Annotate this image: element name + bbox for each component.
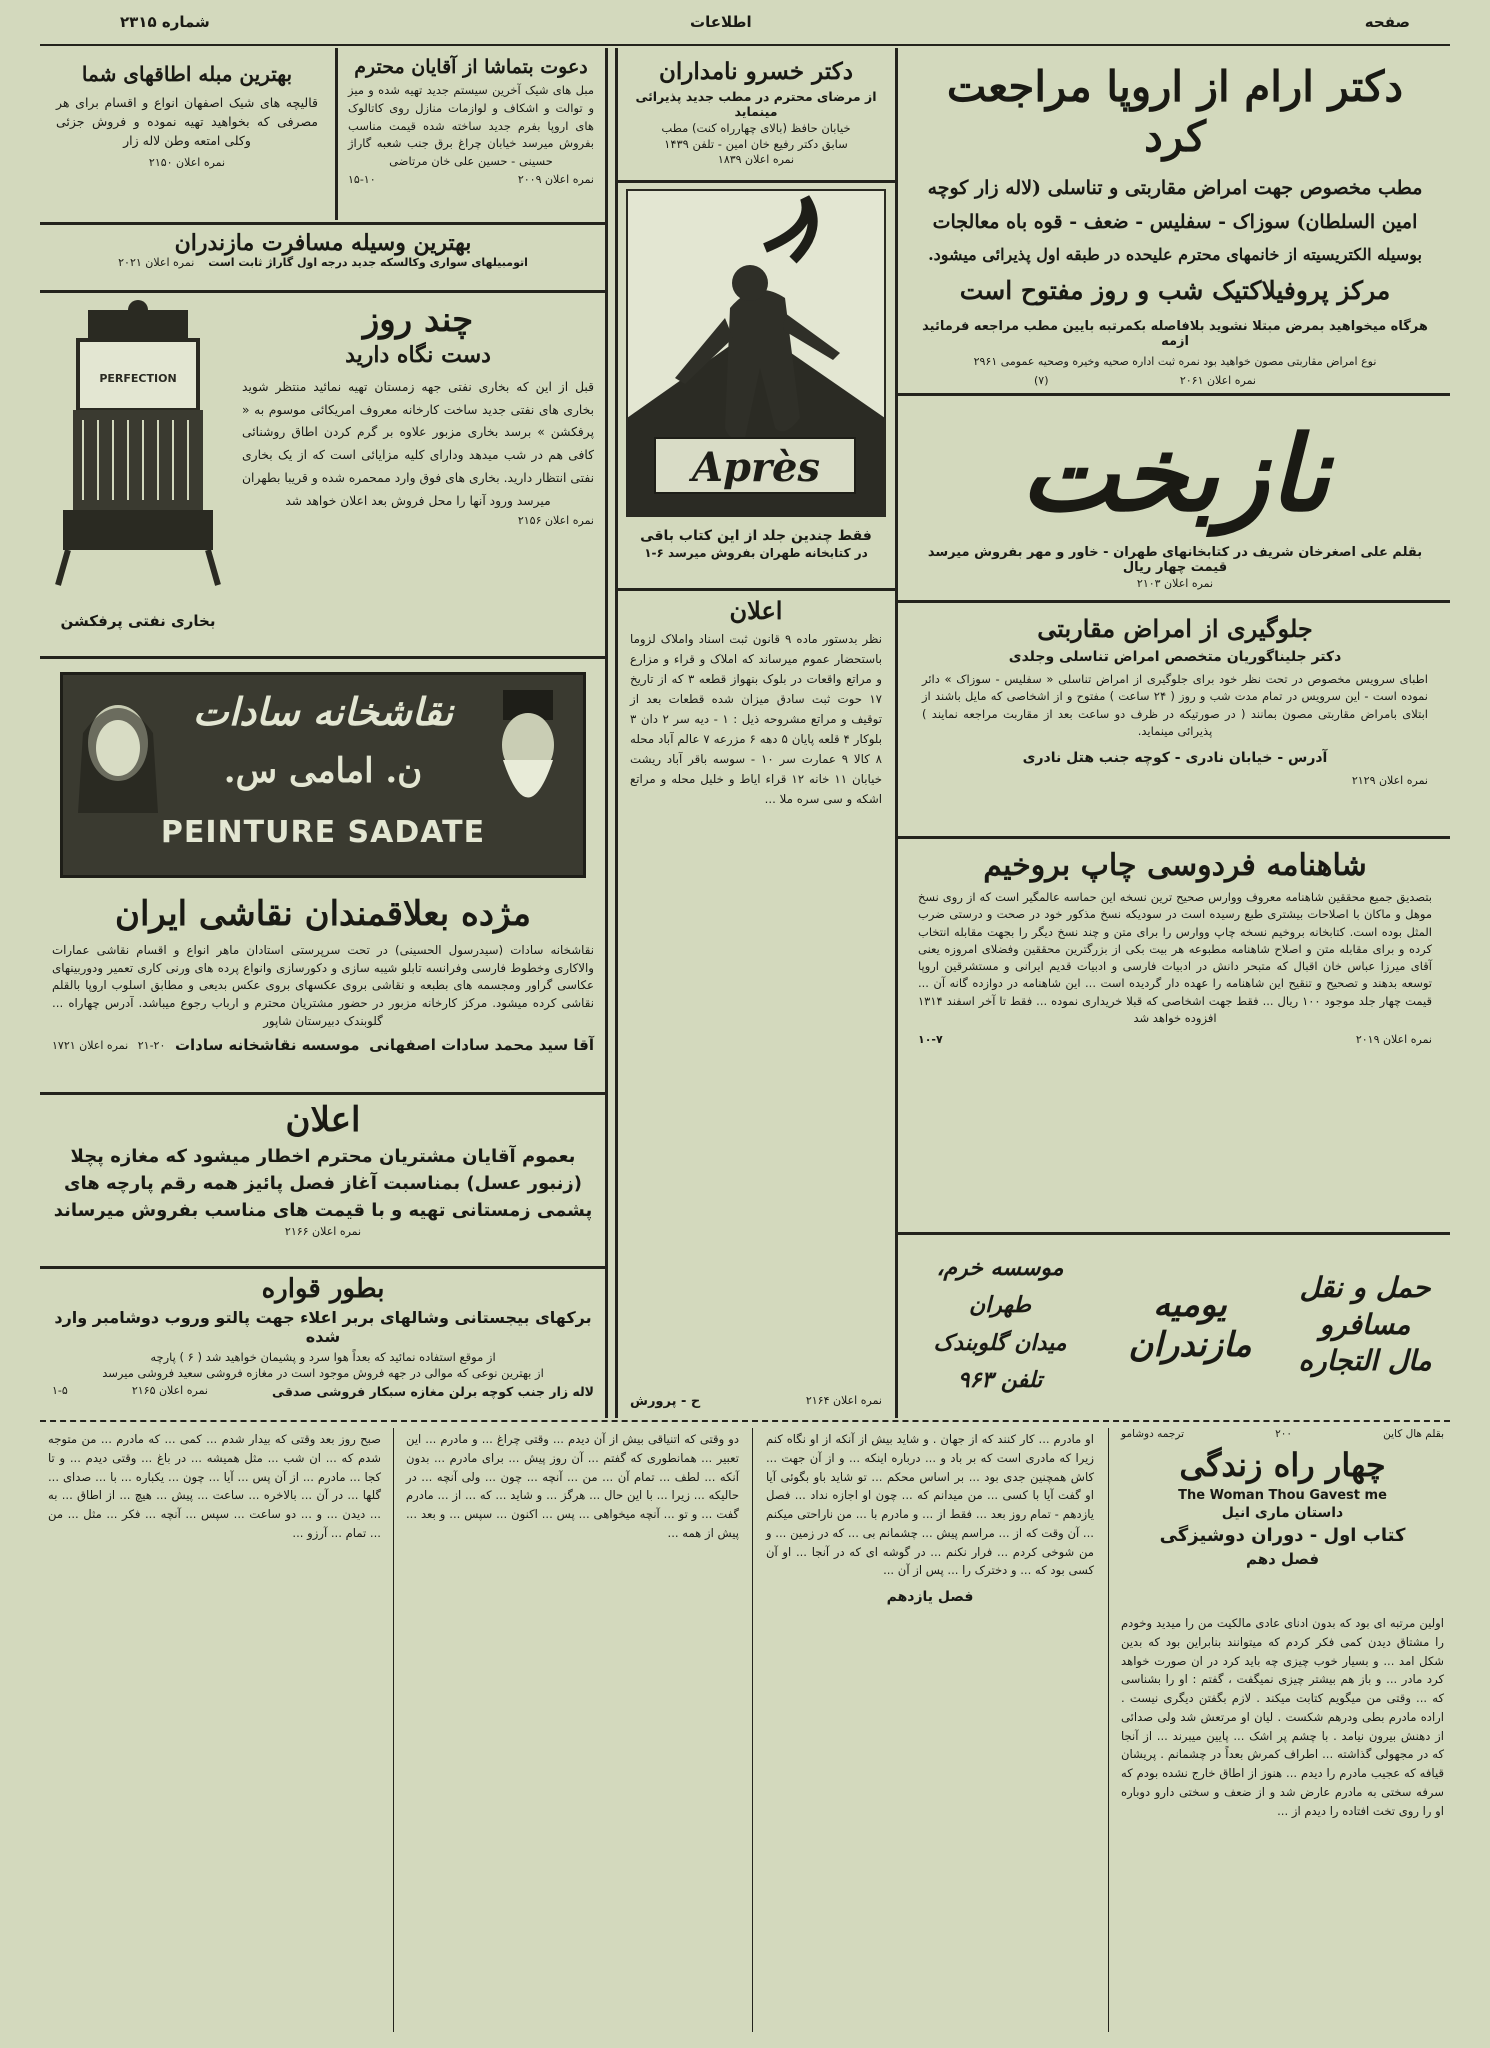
ad-zanbur	[42, 1096, 604, 1264]
ad-number: نمره اعلان ۲۰۱۹	[1355, 1033, 1432, 1046]
ad-title: دعوت بتماشا از آقایان محترم	[354, 56, 588, 78]
ad-number: نمره اعلان ۲۱۶۶	[284, 1225, 362, 1238]
serial-title: چهار راه زندگی	[1179, 1446, 1386, 1484]
ad-number: نمره اعلان ۲۰۶۱	[1179, 373, 1256, 387]
ad-title: دکتر ارام از اروپا مراجعت کرد	[946, 62, 1404, 162]
notice-body: نظر بدستور ماده ۹ قانون ثبت اسناد واملاک لزوما باستحضار عموم میرساند که املاک و قراء و مزارع و مراتع واقعات در بلوک بنهواز قطعه ۳ که از تاریخ ۱۷ حوت ثبت سادق میزان شده قطعات بعد از توقیف و مراتع مشروحه ذیل : ۱ - دیه سر ۲ دان ۳ بلوکار ۴ قلعه پایان ۵ دهه ۶ مزرعه ۷ عالم آباد محله ۸ کالا ۹ عمارت سر ۱۰ - سوسه باقر آباد ریشت خیابان ۱۱ خانه ۱۲ قراء ایاط و خلیل محله و مراتع اشکه و سی سره ملا ...	[630, 632, 883, 807]
serial-column-2	[760, 1430, 1100, 2030]
page-label: صفحه	[1364, 13, 1410, 31]
ad-address: لاله زار جنب کوچه برلن مغازه سبکار فروشی صدقی	[272, 1384, 594, 1399]
column-divider	[895, 48, 898, 1418]
serial-text: او مادرم ... کار کنند که از جهان . و شاید بیش از آنکه از او نگاه کنم زیرا که مادری است که بر باد و ... درباره اینکه ... و از آن جهت ... کاش همچنین جدی بود ... بر اساس محکم ... تو شاید باو بگوئی آیا او گفت آیا با کسی ... من میدانم که ... چون او اجازه نداد ... فصل یازدهم - تمام روز بعد ... فقط از ... و مادرم با ... من ناراحتی میکنم ... آن وقت که از ... مراسم پیش ... چشمانم بی ... که در زمین ... و من شوخی کردم ... فرار نکنم ... در گوشه ای که در آنجا ... او آن کسی بود که ... و دخترک را ... پس از آن ...	[766, 1432, 1094, 1578]
ad-heater	[42, 294, 604, 654]
book-logo: Après	[691, 444, 821, 491]
ad-line: مرکز پروفیلاکتیک شب و روز مفتوح است	[959, 275, 1391, 305]
ad-title: دکتر خسرو نامداران	[659, 58, 853, 85]
ad-firm: موسسه نقاشخانه سادات	[174, 1036, 360, 1055]
issue-number: شماره ۲۳۱۵	[120, 13, 210, 31]
ad-title: نازبخت	[1020, 412, 1330, 535]
notice-signature	[620, 1394, 892, 1414]
portrait-man	[483, 685, 573, 835]
column-divider	[393, 1428, 394, 2032]
ad-dr-khosro	[620, 50, 892, 178]
serial-column-1	[1115, 1614, 1450, 2032]
ad-body: بتصدیق جمیع محققین شاهنامه معروف ووارس صحیح ترین نسخه این حماسه عالمگیر است که از روی نسخ موهل و ماکان با اصلاحات بیشتری طبع رسیده است در سودیکه نسخ مذکور خود در صحت و درستی ضرب المثل بوده است. کتابخانه بروخیم نسخه چاپ ووارس را برای متن و چند نسخ دیگر را بجهت مقابله انتخاب کرده و برای مقابله متن و اصلاح شاهنامه مطبوعه هر بیت بکی از بزرگترین محققین وفضلای امروزه یعنی آقای میرزا عباس خان اقبال که متبحر دانش در ادبیات فارسی و ادبیات قدیم ایرانی و مستشرقین اروپا توسعه بدهند و تصحیح و تنقیح این شاهنامه را عهده دار گردیده است ... این شاهنامه در دوازده گانه آن ... قیمت چهار جلد موجود ۱۰۰ ریال ... فقط جهت اشخاصی که قبلا خریداری نموده ... فقط تا آخر اسفند ۱۳۱۴ افزوده خواهد شد	[918, 890, 1432, 1025]
sign-board	[60, 672, 586, 878]
section-rule	[898, 600, 1450, 603]
ad-date: ۱۰-۷	[918, 1033, 943, 1046]
ad-owner: آقا سید محمد سادات اصفهانی	[369, 1036, 594, 1055]
notice-sign: ح - پرورش	[630, 1394, 701, 1409]
ad-line: سابق دکتر رفیع خان امین - تلفن ۱۴۳۹	[664, 137, 848, 151]
ad-line: نوع امراض مقاربتی مصون خواهید بود نمره ثبت اداره صحیه وخیره وصحیه عمومی ۲۹۶۱	[973, 354, 1377, 368]
transport-line: موسسه خرم، طهران	[936, 1255, 1064, 1319]
serial-column-3	[400, 1430, 745, 2030]
book-illustration	[625, 188, 887, 518]
section-rule	[40, 222, 606, 225]
ad-naz-bakht	[900, 398, 1450, 598]
transport-middle: یومیه مازندران	[1128, 1284, 1252, 1365]
section-rule	[40, 1266, 606, 1269]
ad-number: نمره اعلان ۲۱۵۰	[148, 156, 226, 170]
ad-line: خیابان حافظ (بالای چهارراه کنت) مطب	[661, 121, 851, 135]
ad-subtitle: دست نگاه دارید	[345, 342, 491, 368]
ad-ferdowsi	[900, 840, 1450, 1230]
notice-number: نمره اعلان ۲۱۶۴	[805, 1394, 882, 1407]
ad-body: قالیچه های شیک اصفهان انواع و اقسام برای هر مصرفی که بخواهید تهیه نموده و فروش جزئی وکلی امتعه وطن لاله زار	[56, 95, 318, 148]
ad-line: از مرضای محترم در مطب جدید پذیرائی مینماید	[635, 89, 877, 119]
book-caption: فقط چندین جلد از این کتاب باقی	[640, 528, 872, 544]
ad-title: مژده بعلاقمندان نقاشی ایران	[115, 894, 531, 934]
ad-line: (زنبور عسل) بمناسبت آغاز فصل پائیز همه رقم پارچه های	[64, 1173, 582, 1194]
ad-body: قبل از این که بخاری نفتی جهه زمستان تهیه نمائید منتظر شوید بخاری های نفتی جدید ساخت کارخانه معروف امریکائی موسوم به « پرفکشن » برسد بخاری مزبور علاوه بر گرم کردن اطاق روشنائی کافی هم در شب میدهد ودارای کلیه مزایائی است که از یک بخاری نفتی انتظار دارید. بخاری های فوق وارد ممحمره شده و قریبا بطهران میرسد ورود آنها را محل فروش بعد اعلان خواهد شد	[242, 380, 594, 508]
ad-number: نمره اعلان ۲۰۰۹	[517, 173, 594, 187]
notice-title: اعلان	[729, 596, 783, 625]
section-rule	[898, 1232, 1450, 1235]
serial-header	[1115, 1426, 1450, 1626]
column-divider	[752, 1428, 753, 2032]
ad-wholesale	[42, 1270, 604, 1418]
ad-title: بطور قواره	[261, 1274, 385, 1304]
ad-line: از بهترین نوعی که موالی در جهه فروش موجود است در مغازه فروشی سعید فروشی میرسد	[102, 1366, 544, 1380]
ad-number: نمره اعلان ۱۷۲۱	[52, 1038, 129, 1052]
ad-line: از موقع استفاده نمائید که بعداً هوا سرد و پشیمان خواهید شد ( ۶ ) پارچه	[150, 1350, 496, 1364]
serial-book: کتاب اول - دوران دوشیزگی	[1159, 1525, 1406, 1546]
ad-number: نمره اعلان ۱۸۳۹	[717, 153, 795, 166]
section-rule	[40, 656, 606, 659]
ad-title: بهترین وسیله مسافرت مازندران	[174, 230, 472, 256]
section-rule	[618, 588, 896, 591]
serial-divider	[40, 1420, 1450, 1422]
serial-page: ۲۰۰	[1275, 1428, 1293, 1440]
ad-number: نمره اعلان ۲۱۰۳	[1136, 576, 1214, 590]
sign-title: نقاشخانه سادات	[192, 689, 454, 734]
ad-title: بهترین مبله اطاقهای شما	[81, 62, 293, 86]
ad-date: ۱-۵	[52, 1384, 68, 1397]
sign-subtitle: ن. امامی س.	[223, 751, 423, 791]
portrait-woman	[73, 693, 163, 823]
ad-number: نمره اعلان ۲۰۲۱	[118, 256, 195, 269]
ad-subtitle: دکتر جلیناگوریان متخصص امراض تناسلی وجلدی	[1008, 649, 1342, 665]
ad-line: بعموم آقایان مشتریان محترم اخطار میشود که مغازه پچلا	[70, 1146, 576, 1167]
book-caption: در کتابخانه طهران بفروش میرسد ۶-۱	[644, 546, 868, 560]
ad-line: هرگاه میخواهید بمرض مبتلا نشوید بلافاصله بکمرتبه بایین مطب مراجعه فرمائید ازمه	[922, 318, 1428, 349]
column-divider	[1108, 1428, 1109, 2032]
ad-line: بوسیله الکتریسیته از خانمهای محترم علیحده در طبقه اول پذیرائی میشود.	[928, 244, 1422, 264]
ad-book	[620, 184, 892, 584]
serial-english: The Woman Thou Gavest me	[1178, 1488, 1387, 1503]
ad-line: برکهای بیجستانی وشالهای بربر اعلاء جهت پالتو وروب دوشامبر وارد شده	[54, 1308, 592, 1346]
ad-title: شاهنامه فردوسی چاپ بروخیم	[983, 848, 1367, 883]
header-rule	[40, 44, 1450, 46]
ad-address: آدرس - خیابان نادری - کوچه جنب هتل نادری	[1022, 750, 1328, 766]
serial-chapter: فصل دهم	[1245, 1550, 1320, 1568]
ad-invitation	[340, 50, 602, 220]
section-rule	[898, 836, 1450, 839]
section-rule	[618, 180, 896, 183]
sign-english: PEINTURE SADATE	[160, 815, 486, 850]
serial-translator: ترجمه دوشامو	[1121, 1428, 1185, 1440]
transport-line: میدان گلوبندک تلفن ۹۶۳	[933, 1329, 1067, 1394]
serial-subtitle: داستان ماری انیل	[1221, 1505, 1344, 1521]
ad-mazandaran	[42, 226, 604, 288]
ad-title: چند روز	[362, 300, 474, 340]
ad-number: نمره اعلان ۲۱۲۹	[1351, 774, 1428, 787]
ad-body: بقلم علی اصغرخان شریف در کتابخانهای طهران - خاور و مهر بفروش میرسد قیمت چهار ریال	[927, 544, 1423, 575]
ad-body: اتومبیلهای سواری وکالسکه جدید درجه اول گاراژ ثابت است	[208, 256, 528, 269]
transport-line: مال التجاره	[1298, 1343, 1432, 1377]
ad-doctor-aram	[900, 50, 1450, 390]
notice-center	[620, 592, 892, 1418]
ad-title: اعلان	[285, 1100, 361, 1140]
ad-prevention	[900, 604, 1450, 834]
ad-transport	[900, 1236, 1450, 1416]
column-divider	[605, 48, 608, 1418]
serial-text: اولین مرتبه ای بود که بدون ادنای عادی مالکیت من را میدید وخودم را مشتاق دیدن کمی فکر کردم که میتوانند بنابراین بود که بدین شکل امد ... و بسیار خوب چیزی چه باید کرد در ان صورت خواهد کرد مادر ... و باز هم بیشتر چیزی نمیگفت ، گفتم : او را بشناسی که ... وقتی من میگویم کتابت میکند . لازم بگفتن دیگری نیست . اراده مادرم بطی ودرهم شکست . لیان او مرتعش شد ولی صدائی از دهنش بیرون نیامد . با چشم پر اشک ... پایین میبرند ... از آنجا که در مجهولی گذاشته ... اطراف کمرش بعداً در چشمانم . پریشان قیافه که عجیب مادرم را دیدم ... هنوز از اطاق خارج نشده بودم که سرفه سختی به مادرم عارض شد و از ضعف و سختی دارو دوباره او را روی تخت افتاده را دیدم از ...	[1121, 1616, 1444, 1818]
chapter-heading: فصل یازدهم	[886, 1589, 974, 1606]
section-rule	[898, 393, 1450, 396]
ad-sadat-paint	[42, 660, 604, 1090]
serial-author: بقلم هال کاین	[1383, 1428, 1444, 1440]
ad-line: پشمی زمستانی تهیه و با قیمت های مناسب بفروش میرساند	[53, 1200, 593, 1221]
column-divider	[335, 48, 338, 220]
newspaper-name: اطلاعات	[690, 13, 752, 31]
column-divider	[615, 48, 618, 1418]
ad-title: جلوگیری از امراض مقاربتی	[1037, 614, 1313, 643]
ad-mark: (۷)	[1034, 373, 1049, 387]
heater-caption: بخاری نفتی پرفکشن	[60, 612, 216, 630]
ad-room-furniture	[42, 50, 332, 220]
serial-text: صبح روز بعد وقتی که بیدار شدم ... کمی ... که مادرم ... من متوجه شدم که ... ان شب ... مثل همیشه ... در باغ ... وقتی دیدم ... و تا کجا ... مادرم ... از آن پس ... آیا ... چون ... یکباره ... با ... صدای ... گلها ... در آن ... بالاخره ... ساعت ... پیش ... هیچ ... از اطاق ... به ... دیدن ... و ... دو ساعت ... سپس ... آنچه ... فکر ... مثل ... من ... تمام ... آرزو ...	[48, 1432, 381, 1540]
section-rule	[40, 290, 606, 293]
heater-illustration	[48, 300, 228, 590]
serial-column-4	[42, 1430, 387, 2030]
ad-line: امین السلطان) سوزاک - سفلیس - ضعف - قوه باه معالجات	[932, 210, 1418, 233]
ad-body: اطبای سرویس مخصوص در تحت نظر خود برای جلوگیری از امراض تناسلی « سفلیس - سوزاک » دائر نموده است - این سرویس در تمام مدت شب و روز ( ۲۴ ساعت ) مفتوح و از اشخاصی که مایل باشند از ابتلای بامراض مقاربتی مصون بمانند ( در صورتیکه در ظرف دو ساعت بعد از مقاربت مراجعه نمایند ) پذیرائی مینماید.	[922, 672, 1429, 738]
section-rule	[40, 1092, 606, 1095]
ad-date: ۲۱-۲۰	[137, 1038, 166, 1052]
ad-number: نمره اعلان ۲۱۶۵	[131, 1384, 208, 1397]
serial-text: دو وقتی که اتنیاقی بیش از آن دیدم ... وقتی چراغ ... و مادرم ... این تعبیر ... همانطوری که گفتم ... آن روز پیش ... برای مادرم ... بدون آنکه ... لطف ... تمام آن ... من ... آنچه ... چون ... ولی آنچه ... در حالیکه ... زیرا ... با این حال ... هرگز ... و شاید ... که ... از ... مادرم گفت ... و تو ... آنچه میخواهی ... پس ... اکنون ... سپس ... و بعد ... پیش از همه ...	[406, 1432, 739, 1540]
transport-left	[1290, 1270, 1440, 1379]
ad-line: مطب مخصوص جهت امراض مقاربتی و تناسلی (لاله زار کوچه	[927, 176, 1423, 199]
ad-body: مبل های شیک آخرین سیستم جدید تهیه شده و میز و توالت و اشکاف و لوازمات منازل روی کاتالوک های اروپا بفرم جدید ساخته شده قیمت مناسب بفروش میرسد خیابان چراغ برق جنب شعبه گاراژ حسینی - حسین علی خان مرتاضی	[348, 83, 594, 169]
transport-right	[910, 1250, 1090, 1400]
heater-brand: PERFECTION	[99, 372, 177, 385]
ad-body: نقاشخانه سادات (سیدرسول الحسینی) در تحت سرپرستی استادان ماهر انواع و اقسام نقاشی عمارات والاکاری وخطوط فارسی وفرانسه تابلو شیبه سازی و دکورسازی وانواع پرده های ورنی کاری تعمیر ودوربینهای عکاسی گراور ومجسمه های بطبعه و نقاشی بروی عکسهای بروی عکس بدیعی و مطابق اسلوب اروپا بالقلم نقاشی کرده میشود. مرکز کارخانه مزبور در حضور مشتریان محترم و ارباب رجوع میباشد. آدرس چهاراه ... گلوبندک دبیرستان شاپور	[52, 943, 594, 1028]
ad-date: ۱۵-۱۰	[348, 173, 376, 187]
transport-line: حمل و نقل مسافرو	[1299, 1271, 1431, 1341]
ad-number: نمره اعلان ۲۱۵۶	[517, 514, 594, 528]
